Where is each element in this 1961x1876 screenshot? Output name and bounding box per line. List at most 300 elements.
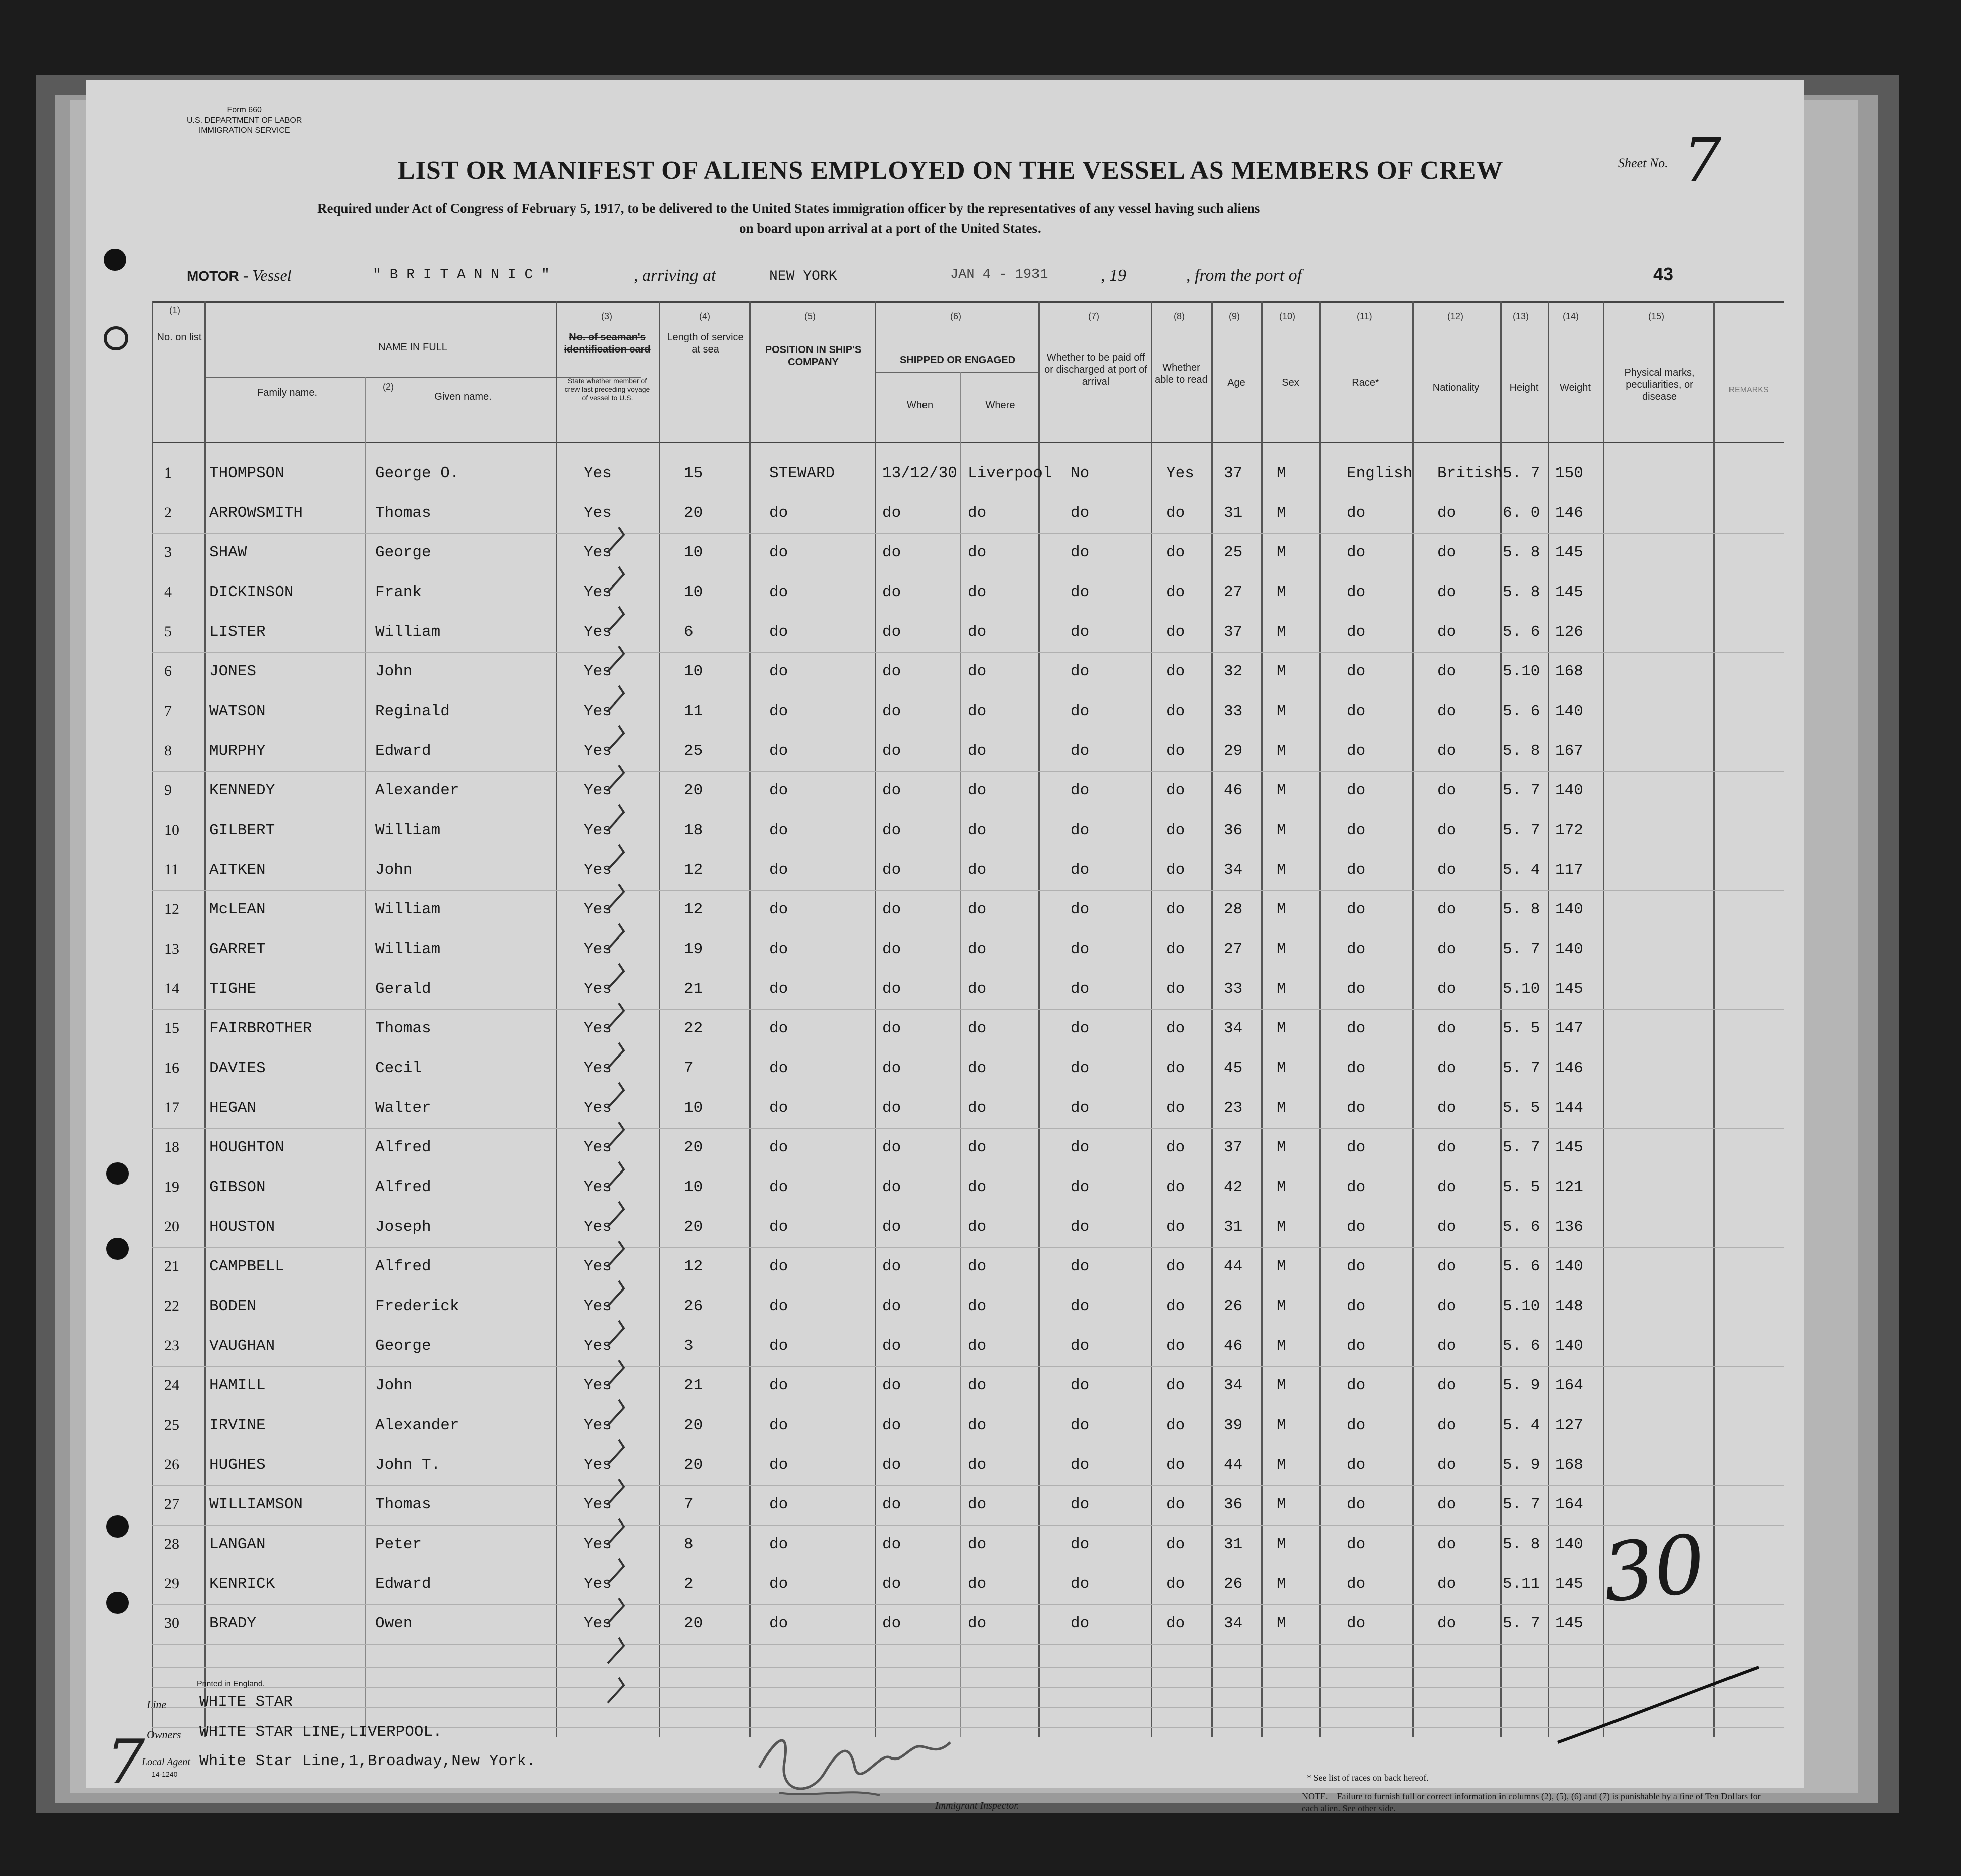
cell-nationality: do [1437,1575,1456,1593]
cell-paid-off: do [1071,941,1090,958]
cell-length-of-service: 25 [684,742,703,760]
check-mark [608,1122,624,1147]
cell-prior-voyage: Yes [584,1615,612,1632]
cell-length-of-service: 20 [684,1456,703,1474]
cell-height: 5. 5 [1503,1179,1540,1196]
cell-able-to-read: do [1166,980,1185,998]
cell-height: 5.10 [1503,663,1540,680]
cell-nationality: British [1437,464,1503,482]
cell-able-to-read: do [1166,822,1185,839]
cell-family-name: MURPHY [209,742,266,760]
cell-row-number: 19 [164,1179,179,1195]
cell-ship-position: do [769,941,788,958]
cell-able-to-read: do [1166,782,1185,799]
header-id-card: No. of seaman's identification card [564,332,651,355]
cell-row-number: 22 [164,1298,179,1314]
cell-shipped-where: do [968,504,987,522]
check-mark [608,1083,624,1108]
cell-row-number: 26 [164,1456,179,1473]
col-num: (11) [1357,311,1372,321]
cell-row-number: 27 [164,1496,179,1512]
cell-sex: M [1277,663,1286,680]
cell-shipped-when: do [882,1218,901,1236]
cell-weight: 121 [1555,1179,1583,1196]
cell-weight: 145 [1555,980,1583,998]
cell-age: 25 [1224,544,1243,561]
row-rule [152,1485,1784,1486]
col-line [1713,301,1715,1737]
cell-height: 5. 8 [1503,583,1540,601]
cell-shipped-where: do [968,1417,987,1434]
cell-ship-position: do [769,782,788,799]
cell-given-name: George [375,1337,431,1355]
cell-family-name: WATSON [209,702,266,720]
arrival-port: NEW YORK [769,269,837,284]
cell-age: 37 [1224,1139,1243,1156]
cell-weight: 136 [1555,1218,1583,1236]
row-rule [152,652,1784,653]
cell-able-to-read: Yes [1166,464,1194,482]
cell-shipped-when: do [882,782,901,799]
cell-paid-off: do [1071,861,1090,879]
cell-family-name: SHAW [209,544,247,561]
cell-row-number: 25 [164,1417,179,1433]
cell-race: do [1347,941,1366,958]
shipped-subheader-rule [875,372,1038,373]
cell-sex: M [1277,980,1286,998]
cell-nationality: do [1437,822,1456,839]
from-port-label: , from the port of [1186,266,1302,285]
cell-age: 46 [1224,782,1243,799]
cell-age: 45 [1224,1060,1243,1077]
cell-race: English [1347,464,1413,482]
cell-able-to-read: do [1166,1417,1185,1434]
cell-prior-voyage: Yes [584,702,612,720]
cell-ship-position: do [769,822,788,839]
cell-nationality: do [1437,583,1456,601]
cell-prior-voyage: Yes [584,980,612,998]
header-physical-marks: Physical marks, peculiarities, or disease [1624,367,1695,402]
cell-shipped-when: do [882,1099,901,1117]
cell-age: 26 [1224,1575,1243,1593]
cell-weight: 144 [1555,1099,1583,1117]
cell-family-name: GILBERT [209,822,275,839]
cell-weight: 145 [1555,544,1583,561]
cell-shipped-when: do [882,1536,901,1553]
cell-shipped-where: do [968,1258,987,1275]
cell-shipped-where: do [968,1456,987,1474]
cell-family-name: KENRICK [209,1575,275,1593]
cell-prior-voyage: Yes [584,1456,612,1474]
cell-age: 33 [1224,980,1243,998]
cell-able-to-read: do [1166,623,1185,641]
cell-shipped-when: do [882,1139,901,1156]
cell-shipped-where: do [968,1139,987,1156]
cell-height: 5.10 [1503,1298,1540,1315]
cell-given-name: Frank [375,583,422,601]
cell-ship-position: do [769,1337,788,1355]
check-mark [608,765,624,790]
cell-family-name: LISTER [209,623,266,641]
cell-shipped-where: do [968,1337,987,1355]
cell-able-to-read: do [1166,1377,1185,1394]
cell-ship-position: do [769,702,788,720]
cell-length-of-service: 3 [684,1337,694,1355]
cell-shipped-when: do [882,1258,901,1275]
check-mark [608,1241,624,1266]
cell-able-to-read: do [1166,1060,1185,1077]
col-num: (5) [804,311,816,321]
cell-nationality: do [1437,1417,1456,1434]
header-age: Age [1227,377,1245,388]
cell-ship-position: do [769,504,788,522]
row-rule [152,771,1784,772]
cell-nationality: do [1437,1496,1456,1513]
cell-row-number: 7 [164,702,172,719]
cell-family-name: GIBSON [209,1179,266,1196]
check-mark [608,1479,624,1504]
cell-paid-off: do [1071,544,1090,561]
check-mark [608,1321,624,1346]
cell-weight: 146 [1555,504,1583,522]
header-sex: Sex [1282,377,1299,388]
cell-age: 34 [1224,1020,1243,1037]
col-num: (12) [1447,311,1464,321]
row-rule [152,890,1784,891]
cell-sex: M [1277,702,1286,720]
cell-shipped-when: do [882,583,901,601]
col-num: (14) [1563,311,1579,321]
cell-shipped-where: do [968,1020,987,1037]
cell-weight: 146 [1555,1060,1583,1077]
cell-race: do [1347,1575,1366,1593]
cell-paid-off: do [1071,1377,1090,1394]
cell-height: 5. 5 [1503,1020,1540,1037]
cell-sex: M [1277,941,1286,958]
cell-row-number: 23 [164,1337,179,1354]
cell-shipped-where: do [968,1218,987,1236]
cell-sex: M [1277,782,1286,799]
cell-age: 31 [1224,1536,1243,1553]
cell-paid-off: do [1071,1060,1090,1077]
cell-nationality: do [1437,1536,1456,1553]
cell-family-name: CAMPBELL [209,1258,284,1275]
check-mark [608,1598,624,1623]
cell-paid-off: do [1071,1139,1090,1156]
header-top-rule [152,301,1784,303]
cell-race: do [1347,623,1366,641]
cell-shipped-where: do [968,1496,987,1513]
cell-prior-voyage: Yes [584,822,612,839]
col-line [556,301,557,1737]
check-mark [608,1162,624,1187]
cell-row-number: 14 [164,980,179,997]
cell-row-number: 9 [164,782,172,798]
cell-paid-off: do [1071,822,1090,839]
cell-row-number: 30 [164,1615,179,1631]
cell-race: do [1347,861,1366,879]
cell-row-number: 18 [164,1139,179,1155]
header-shipped-when: When [906,400,934,411]
cell-paid-off: do [1071,663,1090,680]
cell-shipped-when: do [882,1060,901,1077]
cell-height: 5. 8 [1503,544,1540,561]
cell-able-to-read: do [1166,544,1185,561]
cell-shipped-when: do [882,1575,901,1593]
cell-family-name: McLEAN [209,901,266,918]
cell-shipped-when: do [882,663,901,680]
cell-nationality: do [1437,504,1456,522]
cell-ship-position: do [769,1496,788,1513]
cell-age: 44 [1224,1456,1243,1474]
col-num: (7) [1088,311,1099,321]
cell-race: do [1347,1456,1366,1474]
cell-nationality: do [1437,702,1456,720]
cell-able-to-read: do [1166,504,1185,522]
cell-age: 34 [1224,1615,1243,1632]
cell-shipped-where: do [968,1099,987,1117]
cell-weight: 145 [1555,1139,1583,1156]
header-no-on-list: No. on list [157,332,202,343]
punch-hole [104,249,126,271]
cell-shipped-where: do [968,980,987,998]
cell-sex: M [1277,1456,1286,1474]
cell-length-of-service: 11 [684,702,703,720]
cell-weight: 150 [1555,464,1583,482]
cell-family-name: HAMILL [209,1377,266,1394]
subtitle-line2: on board upon arrival at a port of the United States. [739,221,1041,236]
cell-ship-position: do [769,980,788,998]
cell-age: 44 [1224,1258,1243,1275]
vessel-name: " B R I T A N N I C " [373,267,550,283]
cell-height: 5. 4 [1503,861,1540,879]
cell-sex: M [1277,1179,1286,1196]
cell-able-to-read: do [1166,861,1185,879]
cell-ship-position: do [769,1536,788,1553]
cell-shipped-where: do [968,663,987,680]
cell-age: 36 [1224,822,1243,839]
cell-able-to-read: do [1166,1298,1185,1315]
cell-shipped-when: do [882,1377,901,1394]
cell-paid-off: do [1071,702,1090,720]
cell-sex: M [1277,861,1286,879]
agent-label: Local Agent [142,1756,190,1768]
cell-height: 5. 7 [1503,822,1540,839]
cell-ship-position: do [769,1298,788,1315]
cell-shipped-when: do [882,980,901,998]
cell-ship-position: do [769,1417,788,1434]
cell-ship-position: do [769,742,788,760]
cell-shipped-where: do [968,623,987,641]
date-stamp: JAN 4 - 1931 [950,267,1048,282]
col-num: (15) [1648,311,1665,321]
cell-length-of-service: 10 [684,583,703,601]
col-line [1412,301,1414,1737]
cell-able-to-read: do [1166,1258,1185,1275]
handwritten-total: 30 [1598,1516,1710,1621]
cell-weight: 140 [1555,1536,1583,1553]
cell-given-name: John [375,1377,413,1394]
cell-prior-voyage: Yes [584,583,612,601]
cell-shipped-where: do [968,1060,987,1077]
col-line [365,377,366,1737]
cell-row-number: 21 [164,1258,179,1274]
check-mark [608,1519,624,1544]
cell-given-name: Alexander [375,1417,459,1434]
punch-hole [106,1238,129,1260]
cell-shipped-where: do [968,901,987,918]
cell-family-name: GARRET [209,941,266,958]
cell-nationality: do [1437,1337,1456,1355]
cell-weight: 145 [1555,1575,1583,1593]
cell-family-name: FAIRBROTHER [209,1020,312,1037]
cell-paid-off: do [1071,1496,1090,1513]
cell-given-name: William [375,941,441,958]
cell-race: do [1347,702,1366,720]
cell-given-name: Cecil [375,1060,422,1077]
cell-shipped-when: do [882,504,901,522]
cell-paid-off: do [1071,1258,1090,1275]
cell-race: do [1347,901,1366,918]
col-num: (13) [1513,311,1529,321]
header-family-name: Family name. [257,387,318,398]
cell-weight: 140 [1555,702,1583,720]
cell-length-of-service: 21 [684,980,703,998]
cell-paid-off: do [1071,1575,1090,1593]
cell-weight: 126 [1555,623,1583,641]
cell-length-of-service: 8 [684,1536,694,1553]
cell-able-to-read: do [1166,901,1185,918]
cell-family-name: HOUGHTON [209,1139,284,1156]
cell-row-number: 17 [164,1099,179,1116]
cell-race: do [1347,782,1366,799]
service: IMMIGRATION SERVICE [198,126,290,135]
cell-given-name: Alfred [375,1179,431,1196]
check-mark [608,607,624,632]
header-given-name: Given name. [434,391,492,402]
cell-paid-off: do [1071,583,1090,601]
col-num: (10) [1279,311,1296,321]
check-mark [608,1678,624,1703]
cell-paid-off: do [1071,1020,1090,1037]
cell-sex: M [1277,1060,1286,1077]
check-mark [608,1638,624,1663]
cell-nationality: do [1437,623,1456,641]
cell-age: 46 [1224,1337,1243,1355]
cell-sex: M [1277,544,1286,561]
cell-paid-off: do [1071,901,1090,918]
cell-nationality: do [1437,941,1456,958]
sheet-label: Sheet No. [1618,156,1668,170]
cell-shipped-where: do [968,702,987,720]
cell-nationality: do [1437,1258,1456,1275]
cell-race: do [1347,980,1366,998]
cell-paid-off: do [1071,1615,1090,1632]
cell-weight: 127 [1555,1417,1583,1434]
department: U.S. DEPARTMENT OF LABOR [187,116,302,125]
cell-paid-off: do [1071,980,1090,998]
cell-paid-off: do [1071,782,1090,799]
cell-nationality: do [1437,1020,1456,1037]
cell-family-name: JONES [209,663,257,680]
cell-shipped-when: do [882,1298,901,1315]
cell-family-name: HEGAN [209,1099,257,1117]
cell-able-to-read: do [1166,1615,1185,1632]
cell-age: 34 [1224,1377,1243,1394]
cell-given-name: John [375,663,413,680]
cell-race: do [1347,1615,1366,1632]
cell-family-name: BODEN [209,1298,257,1315]
cell-nationality: do [1437,782,1456,799]
check-mark [608,1400,624,1425]
cell-nationality: do [1437,980,1456,998]
cell-height: 5.11 [1503,1575,1540,1593]
cell-length-of-service: 7 [684,1060,694,1077]
cell-prior-voyage: Yes [584,504,612,522]
cell-nationality: do [1437,1615,1456,1632]
cell-length-of-service: 22 [684,1020,703,1037]
cell-weight: 147 [1555,1020,1583,1037]
check-mark [608,964,624,989]
punch-hole [106,1592,129,1614]
total-underline [1553,1657,1764,1747]
cell-prior-voyage: Yes [584,1575,612,1593]
cell-given-name: Alexander [375,782,459,799]
cell-sex: M [1277,742,1286,760]
inspector-label: Immigrant Inspector. [935,1800,1019,1811]
header-id-card-note: State whether member of crew last preceding voyage of vessel to U.S. [564,377,650,402]
cell-sex: M [1277,1139,1286,1156]
cell-height: 5. 8 [1503,1536,1540,1553]
header-paid-off: Whether to be paid off or discharged at port of arrival [1044,352,1147,387]
cell-shipped-when: do [882,1496,901,1513]
cell-shipped-where: do [968,1575,987,1593]
cell-given-name: William [375,822,441,839]
header-remarks: REMARKS [1728,386,1769,394]
cell-length-of-service: 12 [684,1258,703,1275]
page-count: 43 [1653,264,1674,284]
cell-shipped-where: do [968,1179,987,1196]
cell-nationality: do [1437,663,1456,680]
cell-height: 5. 7 [1503,1060,1540,1077]
check-mark [608,527,624,552]
cell-paid-off: do [1071,742,1090,760]
row-rule [152,1687,1784,1688]
cell-prior-voyage: Yes [584,663,612,680]
cell-age: 27 [1224,583,1243,601]
cell-paid-off: do [1071,623,1090,641]
cell-family-name: VAUGHAN [209,1337,275,1355]
col-line [1038,301,1040,1737]
form-header [187,105,302,136]
page-title: LIST OR MANIFEST OF ALIENS EMPLOYED ON THE VESSEL AS MEMBERS OF CREW [398,156,1504,185]
cell-row-number: 10 [164,822,179,838]
col-num: (8) [1174,311,1185,321]
cell-race: do [1347,583,1366,601]
cell-height: 5. 8 [1503,742,1540,760]
check-mark [608,1281,624,1306]
cell-length-of-service: 7 [684,1496,694,1513]
cell-sex: M [1277,464,1286,482]
cell-given-name: John [375,861,413,879]
col-line [1548,301,1549,1737]
cell-shipped-where: do [968,1615,987,1632]
cell-given-name: Walter [375,1099,431,1117]
cell-sex: M [1277,1218,1286,1236]
cell-shipped-when: do [882,1179,901,1196]
cell-weight: 168 [1555,663,1583,680]
cell-length-of-service: 15 [684,464,703,482]
